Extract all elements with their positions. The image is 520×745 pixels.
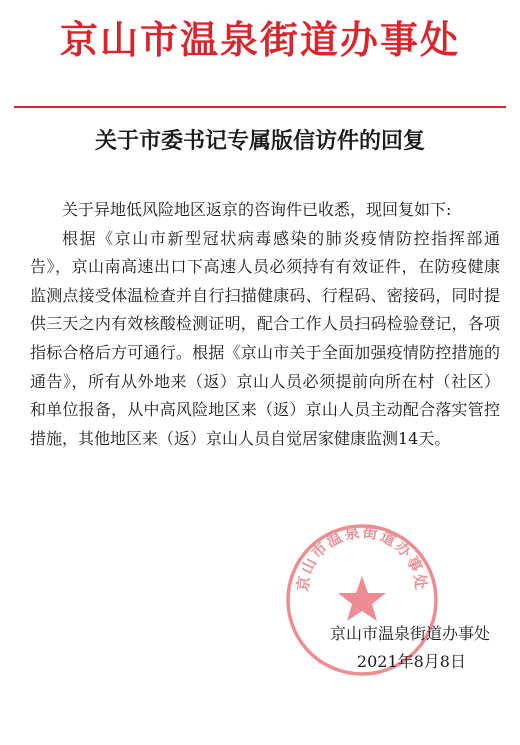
document-title: 关于市委书记专属版信访件的回复 [94, 129, 425, 154]
seal-star-icon [338, 576, 386, 621]
signature-date: 2021年8月8日 [356, 652, 466, 671]
body-paragraph-main: 根据《京山市新型冠状病毒感染的肺炎疫情防控指挥部通告》，京山南高速出口下高速人员必须持有有效证件，在防疫健康监测点接受体温检查并自行扫描健康码、行程码、密接码，同时提供三天之内有效核酸检测证明，配合工作人员扫码检验登记，各项指标合格后方可通行。根据《京山市关于全面加强疫情防控措施的通告》，所有从外地来（返）京山人员必须提前向所在村（社区）和单位报备，从中高风险地区来（返）京山人员主动配合落实管控措施，其他地区来（返）京山人员自觉居家健康监测14天。 [30, 228, 500, 448]
signature-block [0, 620, 490, 676]
letterhead-title: 京山市温泉街道办事处 [59, 17, 460, 62]
body-paragraph-intro: 关于异地低风险地区返京的咨询件已收悉，现回复如下: [62, 200, 452, 219]
letterhead-red-rule [14, 106, 506, 108]
document-body [30, 196, 500, 453]
seal-text: 京山市温泉街道办事处 [293, 522, 431, 593]
signature-org: 京山市温泉街道办事处 [329, 624, 490, 643]
